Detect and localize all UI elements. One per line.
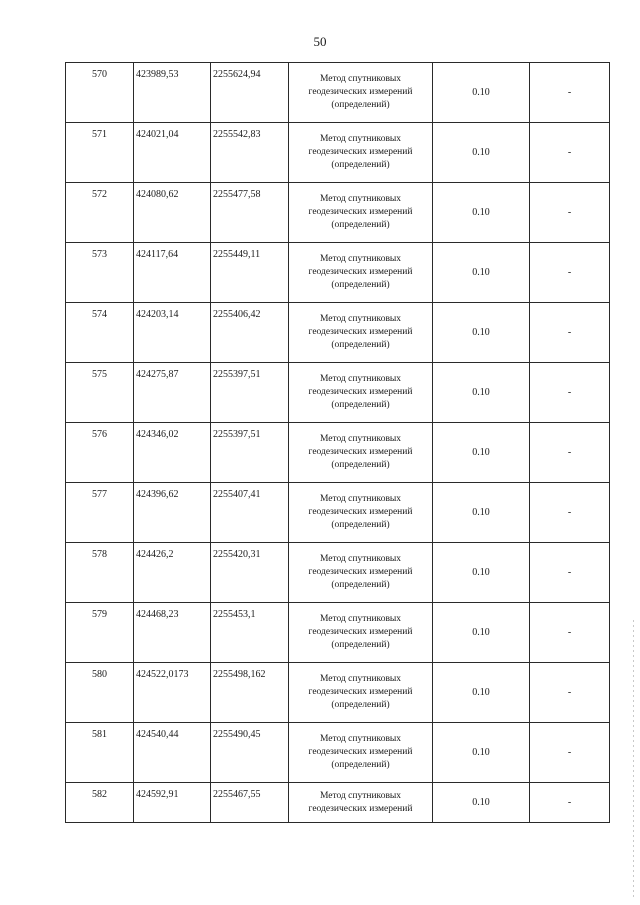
table-row <box>66 723 610 783</box>
method-line: Метод спутниковых <box>319 734 402 744</box>
y-coordinate-cell: 2255397,51 <box>211 363 289 423</box>
point-number-cell: 582 <box>66 783 134 823</box>
method-line: (определений) <box>331 280 390 290</box>
accuracy-cell: 0.10 <box>433 243 530 303</box>
extra-value-cell: - <box>530 483 610 543</box>
method-cell <box>289 243 433 303</box>
y-coordinate-cell: 2255490,45 <box>211 723 289 783</box>
method-line: Метод спутниковых <box>319 614 402 624</box>
method-line: (определений) <box>331 220 390 230</box>
method-cell <box>289 363 433 423</box>
y-coordinate-cell: 2255420,31 <box>211 543 289 603</box>
coordinates-table <box>65 62 610 823</box>
table-row <box>66 483 610 543</box>
accuracy-cell: 0.10 <box>433 663 530 723</box>
accuracy-cell: 0.10 <box>433 423 530 483</box>
x-coordinate-cell: 424080,62 <box>134 183 211 243</box>
method-cell <box>289 63 433 123</box>
table-row <box>66 183 610 243</box>
method-line: (определений) <box>331 640 390 650</box>
x-coordinate-cell: 424468,23 <box>134 603 211 663</box>
method-cell <box>289 183 433 243</box>
table-row <box>66 543 610 603</box>
extra-value-cell: - <box>530 663 610 723</box>
method-line: (определений) <box>331 340 390 350</box>
extra-value-cell: - <box>530 723 610 783</box>
accuracy-cell: 0.10 <box>433 63 530 123</box>
table-row <box>66 63 610 123</box>
y-coordinate-cell: 2255397,51 <box>211 423 289 483</box>
x-coordinate-cell: 424203,14 <box>134 303 211 363</box>
point-number-cell: 578 <box>66 543 134 603</box>
accuracy-cell: 0.10 <box>433 183 530 243</box>
extra-value-cell: - <box>530 363 610 423</box>
extra-value-cell: - <box>530 243 610 303</box>
extra-value-cell: - <box>530 303 610 363</box>
accuracy-cell: 0.10 <box>433 483 530 543</box>
accuracy-cell: 0.10 <box>433 303 530 363</box>
method-line: геодезических измерений <box>308 567 413 577</box>
table-row <box>66 363 610 423</box>
accuracy-cell: 0.10 <box>433 123 530 183</box>
table-row <box>66 663 610 723</box>
extra-value-cell: - <box>530 603 610 663</box>
method-line: (определений) <box>331 460 390 470</box>
x-coordinate-cell: 424117,64 <box>134 243 211 303</box>
y-coordinate-cell: 2255407,41 <box>211 483 289 543</box>
y-coordinate-cell: 2255624,94 <box>211 63 289 123</box>
point-number-cell: 576 <box>66 423 134 483</box>
point-number-cell: 574 <box>66 303 134 363</box>
extra-value-cell: - <box>530 123 610 183</box>
table-row <box>66 603 610 663</box>
method-line: (определений) <box>331 580 390 590</box>
method-line: геодезических измерений <box>308 327 413 337</box>
x-coordinate-cell: 423989,53 <box>134 63 211 123</box>
y-coordinate-cell: 2255498,162 <box>211 663 289 723</box>
x-coordinate-cell: 424396,62 <box>134 483 211 543</box>
method-line: Метод спутниковых <box>319 554 402 564</box>
y-coordinate-cell: 2255449,11 <box>211 243 289 303</box>
table-row <box>66 303 610 363</box>
point-number-cell: 581 <box>66 723 134 783</box>
x-coordinate-cell: 424021,04 <box>134 123 211 183</box>
method-cell <box>289 783 433 823</box>
method-line: Метод спутниковых <box>319 134 402 144</box>
method-line: (определений) <box>331 160 390 170</box>
extra-value-cell: - <box>530 63 610 123</box>
method-cell <box>289 483 433 543</box>
method-line: Метод спутниковых <box>319 194 402 204</box>
method-line: (определений) <box>331 100 390 110</box>
point-number-cell: 575 <box>66 363 134 423</box>
accuracy-cell: 0.10 <box>433 723 530 783</box>
table-row <box>66 243 610 303</box>
accuracy-cell: 0.10 <box>433 603 530 663</box>
extra-value-cell: - <box>530 783 610 823</box>
method-line: геодезических измерений <box>308 87 413 97</box>
method-cell <box>289 303 433 363</box>
method-cell <box>289 603 433 663</box>
x-coordinate-cell: 424346,02 <box>134 423 211 483</box>
method-cell <box>289 723 433 783</box>
table-row <box>66 423 610 483</box>
x-coordinate-cell: 424540,44 <box>134 723 211 783</box>
extra-value-cell: - <box>530 183 610 243</box>
page-number: 50 <box>313 34 327 49</box>
accuracy-cell: 0.10 <box>433 363 530 423</box>
point-number-cell: 572 <box>66 183 134 243</box>
method-line: геодезических измерений <box>308 447 413 457</box>
table-row <box>66 783 610 823</box>
method-cell <box>289 123 433 183</box>
method-line: (определений) <box>331 400 390 410</box>
point-number-cell: 579 <box>66 603 134 663</box>
method-line: геодезических измерений <box>308 803 413 814</box>
accuracy-cell: 0.10 <box>433 783 530 823</box>
method-cell <box>289 543 433 603</box>
coordinates-table-body <box>66 63 610 823</box>
method-cell <box>289 423 433 483</box>
y-coordinate-cell: 2255477,58 <box>211 183 289 243</box>
method-line: Метод спутниковых <box>319 790 402 801</box>
y-coordinate-cell: 2255453,1 <box>211 603 289 663</box>
method-line: геодезических измерений <box>308 507 413 517</box>
extra-value-cell: - <box>530 543 610 603</box>
method-line: Метод спутниковых <box>319 314 402 324</box>
method-line: геодезических измерений <box>308 687 413 697</box>
method-line: геодезических измерений <box>308 147 413 157</box>
table-row <box>66 123 610 183</box>
y-coordinate-cell: 2255406,42 <box>211 303 289 363</box>
method-line: Метод спутниковых <box>319 494 402 504</box>
method-line: Метод спутниковых <box>319 74 402 84</box>
x-coordinate-cell: 424522,0173 <box>134 663 211 723</box>
x-coordinate-cell: 424592,91 <box>134 783 211 823</box>
point-number-cell: 570 <box>66 63 134 123</box>
method-line: Метод спутниковых <box>319 374 402 384</box>
point-number-cell: 573 <box>66 243 134 303</box>
method-line: геодезических измерений <box>308 267 413 277</box>
method-line: геодезических измерений <box>308 627 413 637</box>
point-number-cell: 577 <box>66 483 134 543</box>
method-line: геодезических измерений <box>308 387 413 397</box>
point-number-cell: 571 <box>66 123 134 183</box>
method-cell <box>289 663 433 723</box>
method-line: (определений) <box>331 520 390 530</box>
method-line: (определений) <box>331 700 390 710</box>
accuracy-cell: 0.10 <box>433 543 530 603</box>
method-line: Метод спутниковых <box>319 674 402 684</box>
method-line: Метод спутниковых <box>319 254 402 264</box>
point-number-cell: 580 <box>66 663 134 723</box>
method-line: геодезических измерений <box>308 747 413 757</box>
method-line: Метод спутниковых <box>319 434 402 444</box>
scan-edge-mark <box>633 620 634 900</box>
method-line: (определений) <box>331 760 390 770</box>
method-line: геодезических измерений <box>308 207 413 217</box>
x-coordinate-cell: 424426,2 <box>134 543 211 603</box>
x-coordinate-cell: 424275,87 <box>134 363 211 423</box>
y-coordinate-cell: 2255542,83 <box>211 123 289 183</box>
y-coordinate-cell: 2255467,55 <box>211 783 289 823</box>
extra-value-cell: - <box>530 423 610 483</box>
